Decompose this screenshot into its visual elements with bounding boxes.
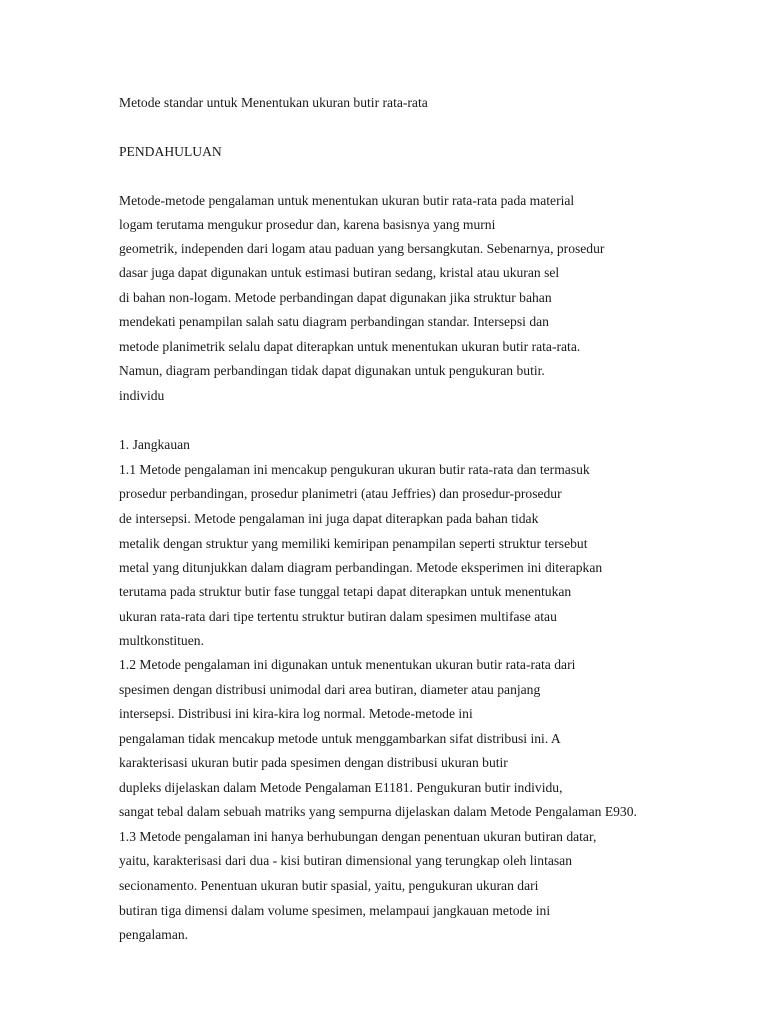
- text-line: metalik dengan struktur yang memiliki kemiripan penampilan seperti struktur tersebut: [119, 536, 588, 551]
- text-line: Metode-metode pengalaman untuk menentukan ukuran butir rata-rata pada material: [119, 193, 575, 208]
- text-line: multkonstituen.: [119, 633, 204, 648]
- text-line: geometrik, independen dari logam atau paduan yang bersangkutan. Sebenarnya, prosedur: [119, 241, 605, 256]
- text-line: individu: [119, 388, 165, 403]
- text-line: 1.1 Metode pengalaman ini mencakup pengukuran ukuran butir rata-rata dan termasuk: [119, 462, 590, 477]
- text-line: intersepsi. Distribusi ini kira-kira log normal. Metode-metode ini: [119, 706, 473, 721]
- text-line: pengalaman.: [119, 927, 189, 942]
- text-line: metode planimetrik selalu dapat diterapkan untuk menentukan ukuran butir rata-rata.: [119, 339, 581, 354]
- text-line: 1.3 Metode pengalaman ini hanya berhubungan dengan penentuan ukuran butiran datar,: [119, 829, 597, 844]
- text-line: prosedur perbandingan, prosedur planimetri (atau Jeffries) dan prosedur-prosedur: [119, 486, 562, 501]
- text-line: di bahan non-logam. Metode perbandingan dapat digunakan jika struktur bahan: [119, 290, 552, 305]
- text-line: dupleks dijelaskan dalam Metode Pengalaman E1181. Pengukuran butir individu,: [119, 780, 563, 795]
- text-line: dasar juga dapat digunakan untuk estimasi butiran sedang, kristal atau ukuran sel: [119, 265, 560, 280]
- text-line: spesimen dengan distribusi unimodal dari area butiran, diameter atau panjang: [119, 682, 541, 697]
- section-heading-scope: 1. Jangkauan: [119, 437, 190, 452]
- text-line: terutama pada struktur butir fase tunggal tetapi dapat diterapkan untuk menentukan: [119, 584, 572, 599]
- text-line: metal yang ditunjukkan dalam diagram perbandingan. Metode eksperimen ini diterapkan: [119, 560, 603, 575]
- text-line: ukuran rata-rata dari tipe tertentu struktur butiran dalam spesimen multifase atau: [119, 609, 557, 624]
- text-line: karakterisasi ukuran butir pada spesimen dengan distribusi ukuran butir: [119, 755, 508, 770]
- text-line: sangat tebal dalam sebuah matriks yang sempurna dijelaskan dalam Metode Pengalaman E930.: [119, 804, 637, 819]
- text-line: pengalaman tidak mencakup metode untuk menggambarkan sifat distribusi ini. A: [119, 731, 561, 746]
- text-line: secionamento. Penentuan ukuran butir spasial, yaitu, pengukuran ukuran dari: [119, 878, 539, 893]
- text-line: yaitu, karakterisasi dari dua - kisi butiran dimensional yang terungkap oleh lintasan: [119, 853, 573, 868]
- text-line: butiran tiga dimensi dalam volume spesimen, melampaui jangkauan metode ini: [119, 903, 551, 918]
- document-title: Metode standar untuk Menentukan ukuran butir rata-rata: [119, 95, 428, 110]
- text-line: de intersepsi. Metode pengalaman ini juga dapat diterapkan pada bahan tidak: [119, 511, 539, 526]
- section-heading-introduction: PENDAHULUAN: [119, 144, 222, 159]
- text-line: logam terutama mengukur prosedur dan, karena basisnya yang murni: [119, 217, 496, 232]
- text-line: Namun, diagram perbandingan tidak dapat digunakan untuk pengukuran butir.: [119, 363, 545, 378]
- text-line: mendekati penampilan salah satu diagram perbandingan standar. Intersepsi dan: [119, 314, 549, 329]
- text-line: 1.2 Metode pengalaman ini digunakan untuk menentukan ukuran butir rata-rata dari: [119, 657, 576, 672]
